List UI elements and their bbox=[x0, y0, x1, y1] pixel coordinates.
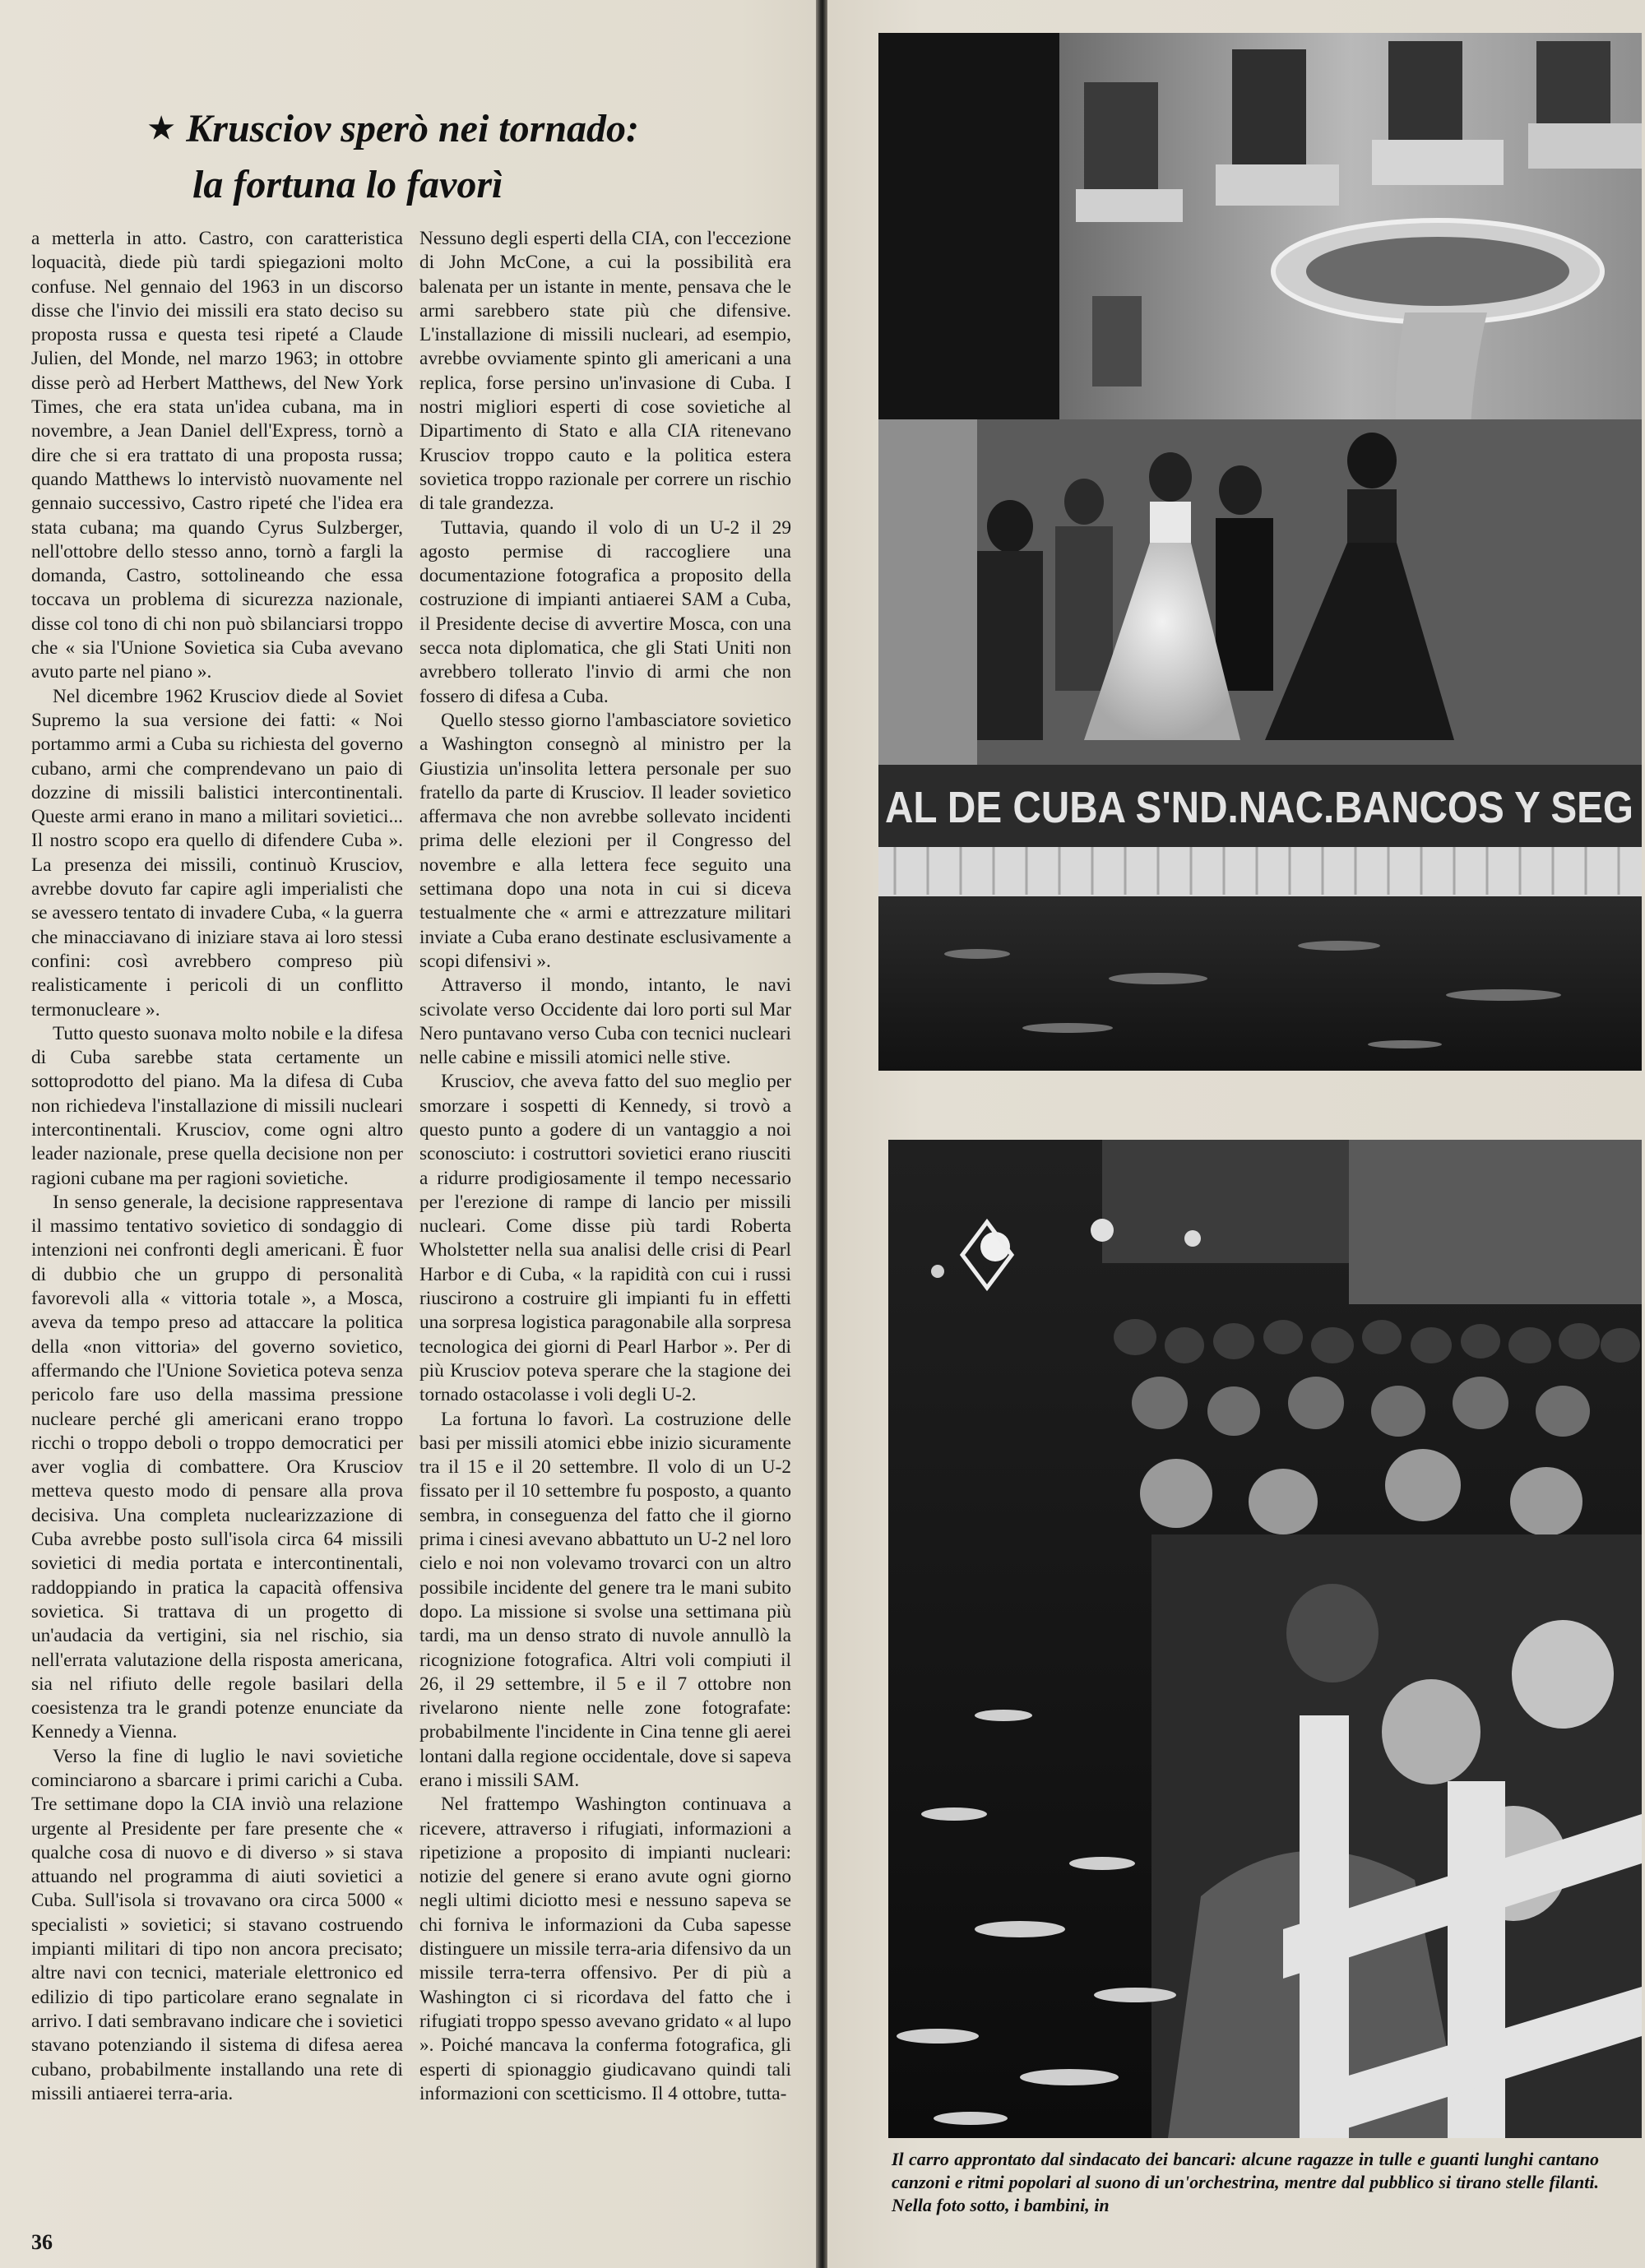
page-number: 36 bbox=[31, 2230, 53, 2254]
paragraph: In senso generale, la decisione rappresentava il massimo tentativo sovietico di sondaggio di intenzioni nei confronti degli americani. È fuor di dubbio che un gruppo di personalità favorevoli alla « vittoria totale », a Mosca, aveva da tempo preso ad attaccare la politica della «non vittoria» del governo sovietico, affermando che l'Unione Sovietica poteva senza pericolo fare uso della massima pressione nucleare perché gli americani erano troppo ricchi o troppo deboli o troppo democratici per aver voglia di combattere. Ora Krusciov metteva questo modo di pensare alla prova decisiva. Una completa nuclearizzazione di Cuba avrebbe posto sull'isola circa 64 missili sovietici di media portata e intercontinentali, raddoppiando in pratica la capacità offensiva sovietica. Si trattava di un progetto di un'audacia da vertigini, sia nel rischio, sia nell'errata valutazione della risposta americana, sia nel rifiuto delle regole basilari della coesistenza tra le grandi potenze enunciate da Kennedy a Vienna. bbox=[31, 1191, 403, 1743]
paragraph: Nessuno degli esperti della CIA, con l'eccezione di John McCone, a cui la possibilità era balenata per un istante in mente, pensava che le armi sarebbero state più che difensive. L'installazione di missili nucleari, ad esempio, avrebbe ovviamente spinto gli americani a una replica, forse persino un'invasione di Cuba. I nostri migliori esperti di cose sovietiche al Dipartimento di Stato e alla CIA ritenevano Krusciov troppo cauto e la politica estera sovietica troppo razionale per correre un rischio di tale grandezza. bbox=[419, 228, 791, 515]
paragraph: Quello stesso giorno l'ambasciatore sovietico a Washington consegnò al ministro per la Giustizia un'insolita lettera personale per suo fratello da parte di Krusciov. Il leader sovietico affermava che non avrebbe sollevato incidenti prima delle elezioni per il Congresso del novembre e alla lettera fece seguito una settimana dopo una nota in cui si diceva testualmente che « armi e attrezzature militari inviate a Cuba erano destinate esclusivamente a scopi difensivi ». bbox=[419, 709, 791, 972]
photo-carnival-float bbox=[878, 33, 1642, 1071]
article-headline bbox=[148, 100, 773, 213]
text-column-1 bbox=[31, 227, 403, 2106]
paragraph: Tutto questo suonava molto nobile e la difesa di Cuba sarebbe stata certamente un sottoprodotto del piano. Ma la difesa di Cuba non richiedeva l'installazione di missili nucleari intercontinentali. Krusciov, come ogni altro leader nazionale, prese quella decisione non per ragioni cubane ma per ragioni sovietiche. bbox=[31, 1022, 403, 1189]
headline-line-2: la fortuna lo favorì bbox=[192, 163, 503, 206]
photo-crowd-children bbox=[888, 1140, 1642, 2138]
star-icon: ★ bbox=[148, 112, 175, 145]
paragraph: a metterla in atto. Castro, con caratteristica loquacità, diede più tardi spiegazioni molto confuse. Nel gennaio del 1963 in un discorso disse che l'invio dei missili era stato deciso su proposta russa e questa tesi ripeté a Claude Julien, del Monde, nel marzo 1963; in ottobre disse però ad Herbert Matthews, del New York Times, che era stata un'idea cubana, ma in novembre, a Jean Daniel dell'Express, tornò a dire che si era trattato di una proposta russa; quando Matthews lo intervistò nuovamente nel gennaio successivo, Castro ripeté che l'idea era stata cubana; ma quando Cyrus Sulzberger, nell'ottobre dello stesso anno, tornò a fargli la domanda, Castro, sottolineando che essa toccava un problema di sicurezza nazionale, disse col tono di chi non può sbilanciarsi troppo che « sia l'Unione Sovietica sia Cuba avevano avuto parte nel piano ». bbox=[31, 228, 403, 683]
paragraph: La fortuna lo favorì. La costruzione delle basi per missili atomici ebbe inizio sicuramente tra il 15 e il 20 settembre. Il volo di un U-2 fissato per il 10 settembre fu posposto, a quanto sembra, in conseguenza del fatto che il giorno prima i cinesi avevano abbattuto un U-2 nel loro cielo e noi non volevamo trovarci con un altro possibile incidente del genere tra le mani subito dopo. La missione si svolse una settimana più tardi, ma un denso strato di nuvole annullò la ricognizione fotografica. Altri voli compiuti il 26, il 29 settembre, il 5 e il 7 ottobre non rivelarono niente nelle zone fotografate: probabilmente l'incidente in Cina tenne gli aerei lontani dalla regione occidentale, dove si sapeva erano i missili SAM. bbox=[419, 1408, 791, 1791]
paragraph: Verso la fine di luglio le navi sovietiche cominciarono a sbarcare i primi carichi a Cuba. Tre settimane dopo la CIA inviò una relazione urgente al Presidente per fare presente che « qualche cosa di nuovo e di diverso » si stava attuando nel programma di aiuti sovietici a Cuba. Sull'isola si trovavano ora circa 5000 « specialisti » sovietici; si stavano costruendo impianti militari di tipo non ancora precisato; altre navi con tecnici, materiale elettronico ed edilizio di tipo particolare erano segnalate in arrivo. I dati sembravano indicare che i sovietici stavano potenziando il sistema di difesa aerea cubano, probabilmente installando una rete di missili antiaerei terra-aria. bbox=[31, 1745, 403, 2104]
paragraph: Nel dicembre 1962 Krusciov diede al Soviet Supremo la sua versione dei fatti: « Noi portammo armi a Cuba su richiesta del governo cubano, armi che comprendevano un paio di dozzine di missili balistici intercontinentali. Queste armi erano in mano a militari sovietici... Il nostro scopo era quello di difendere Cuba ». La presenza dei missili, continuò Krusciov, avrebbe dovuto far capire agli imperialisti che se avessero tentato di invadere Cuba, « la guerra che minacciavano di iniziare stava ai loro stessi confini: così avrebbero compreso più realisticamente i pericoli di un conflitto termonucleare ». bbox=[31, 685, 403, 1021]
headline-line-1: Krusciov sperò nei tornado: bbox=[186, 107, 639, 150]
float-banner-text: AL DE CUBA S'ND.NAC.BANCOS Y SEG bbox=[885, 783, 1633, 832]
paragraph: Krusciov, che aveva fatto del suo meglio per smorzare i sospetti di Kennedy, si trovò a questo punto a godere di un vantaggio a noi sconosciuto: i costruttori sovietici erano riusciti a ridurre prodigiosamente il tempo necessario per l'erezione di rampe di lancio per missili nucleari. Come disse più tardi Roberta Wholstetter nella sua analisi delle crisi di Pearl Harbor e di Cuba, « la rapidità con cui i russi riuscirono a costruire gli impianti fu in effetti una sorpresa logistica paragonabile alla sorpresa tecnologica dei giorni di Pearl Harbor ». Per di più Krusciov poteva sperare che la stagione dei tornado ostacolasse i voli degli U-2. bbox=[419, 1071, 791, 1406]
photo-caption: Il carro approntato dal sindacato dei bancari: alcune ragazze in tulle e guanti lunghi cantano canzoni e ritmi popolari al suono di un'orchestrina, mentre dal pubblico si tirano stelle filanti. Nella foto sotto, i bambini, in bbox=[892, 2149, 1599, 2215]
paragraph: Nel frattempo Washington continuava a ricevere, attraverso i rifugiati, informazioni a ripetizione a proposito di impianti nucleari: notizie del genere si erano avute ogni giorno negli ultimi diciotto mesi e nessuno sapeva se chi forniva le informazioni da Cuba sapesse distinguere un missile terra-aria difensivo da un missile terra-terra offensivo. Per di più a Washington ci si ricordava del fatto che i rifugiati troppo spesso avevano gridato « al lupo ». Poiché mancava la conferma fotografica, gli esperti di spionaggio giudicavano quindi tali informazioni con scetticismo. Il 4 ottobre, tutta- bbox=[419, 1794, 791, 2104]
text-column-2 bbox=[419, 227, 791, 2106]
paragraph: Tuttavia, quando il volo di un U-2 il 29 agosto permise di raccogliere una documentazione fotografica a proposito della costruzione di impianti antiaerei SAM a Cuba, il Presidente decise di avvertire Mosca, con una secca nota diplomatica, che gli Stati Uniti non avrebbero tollerato l'invio di armi che non fossero di difesa a Cuba. bbox=[419, 516, 791, 707]
page-gutter bbox=[816, 0, 827, 2268]
paragraph: Attraverso il mondo, intanto, le navi scivolate verso Occidente dai loro porti sul Mar Nero puntavano verso Cuba con tecnici nucleari nelle cabine e missili atomici nelle stive. bbox=[419, 974, 791, 1069]
